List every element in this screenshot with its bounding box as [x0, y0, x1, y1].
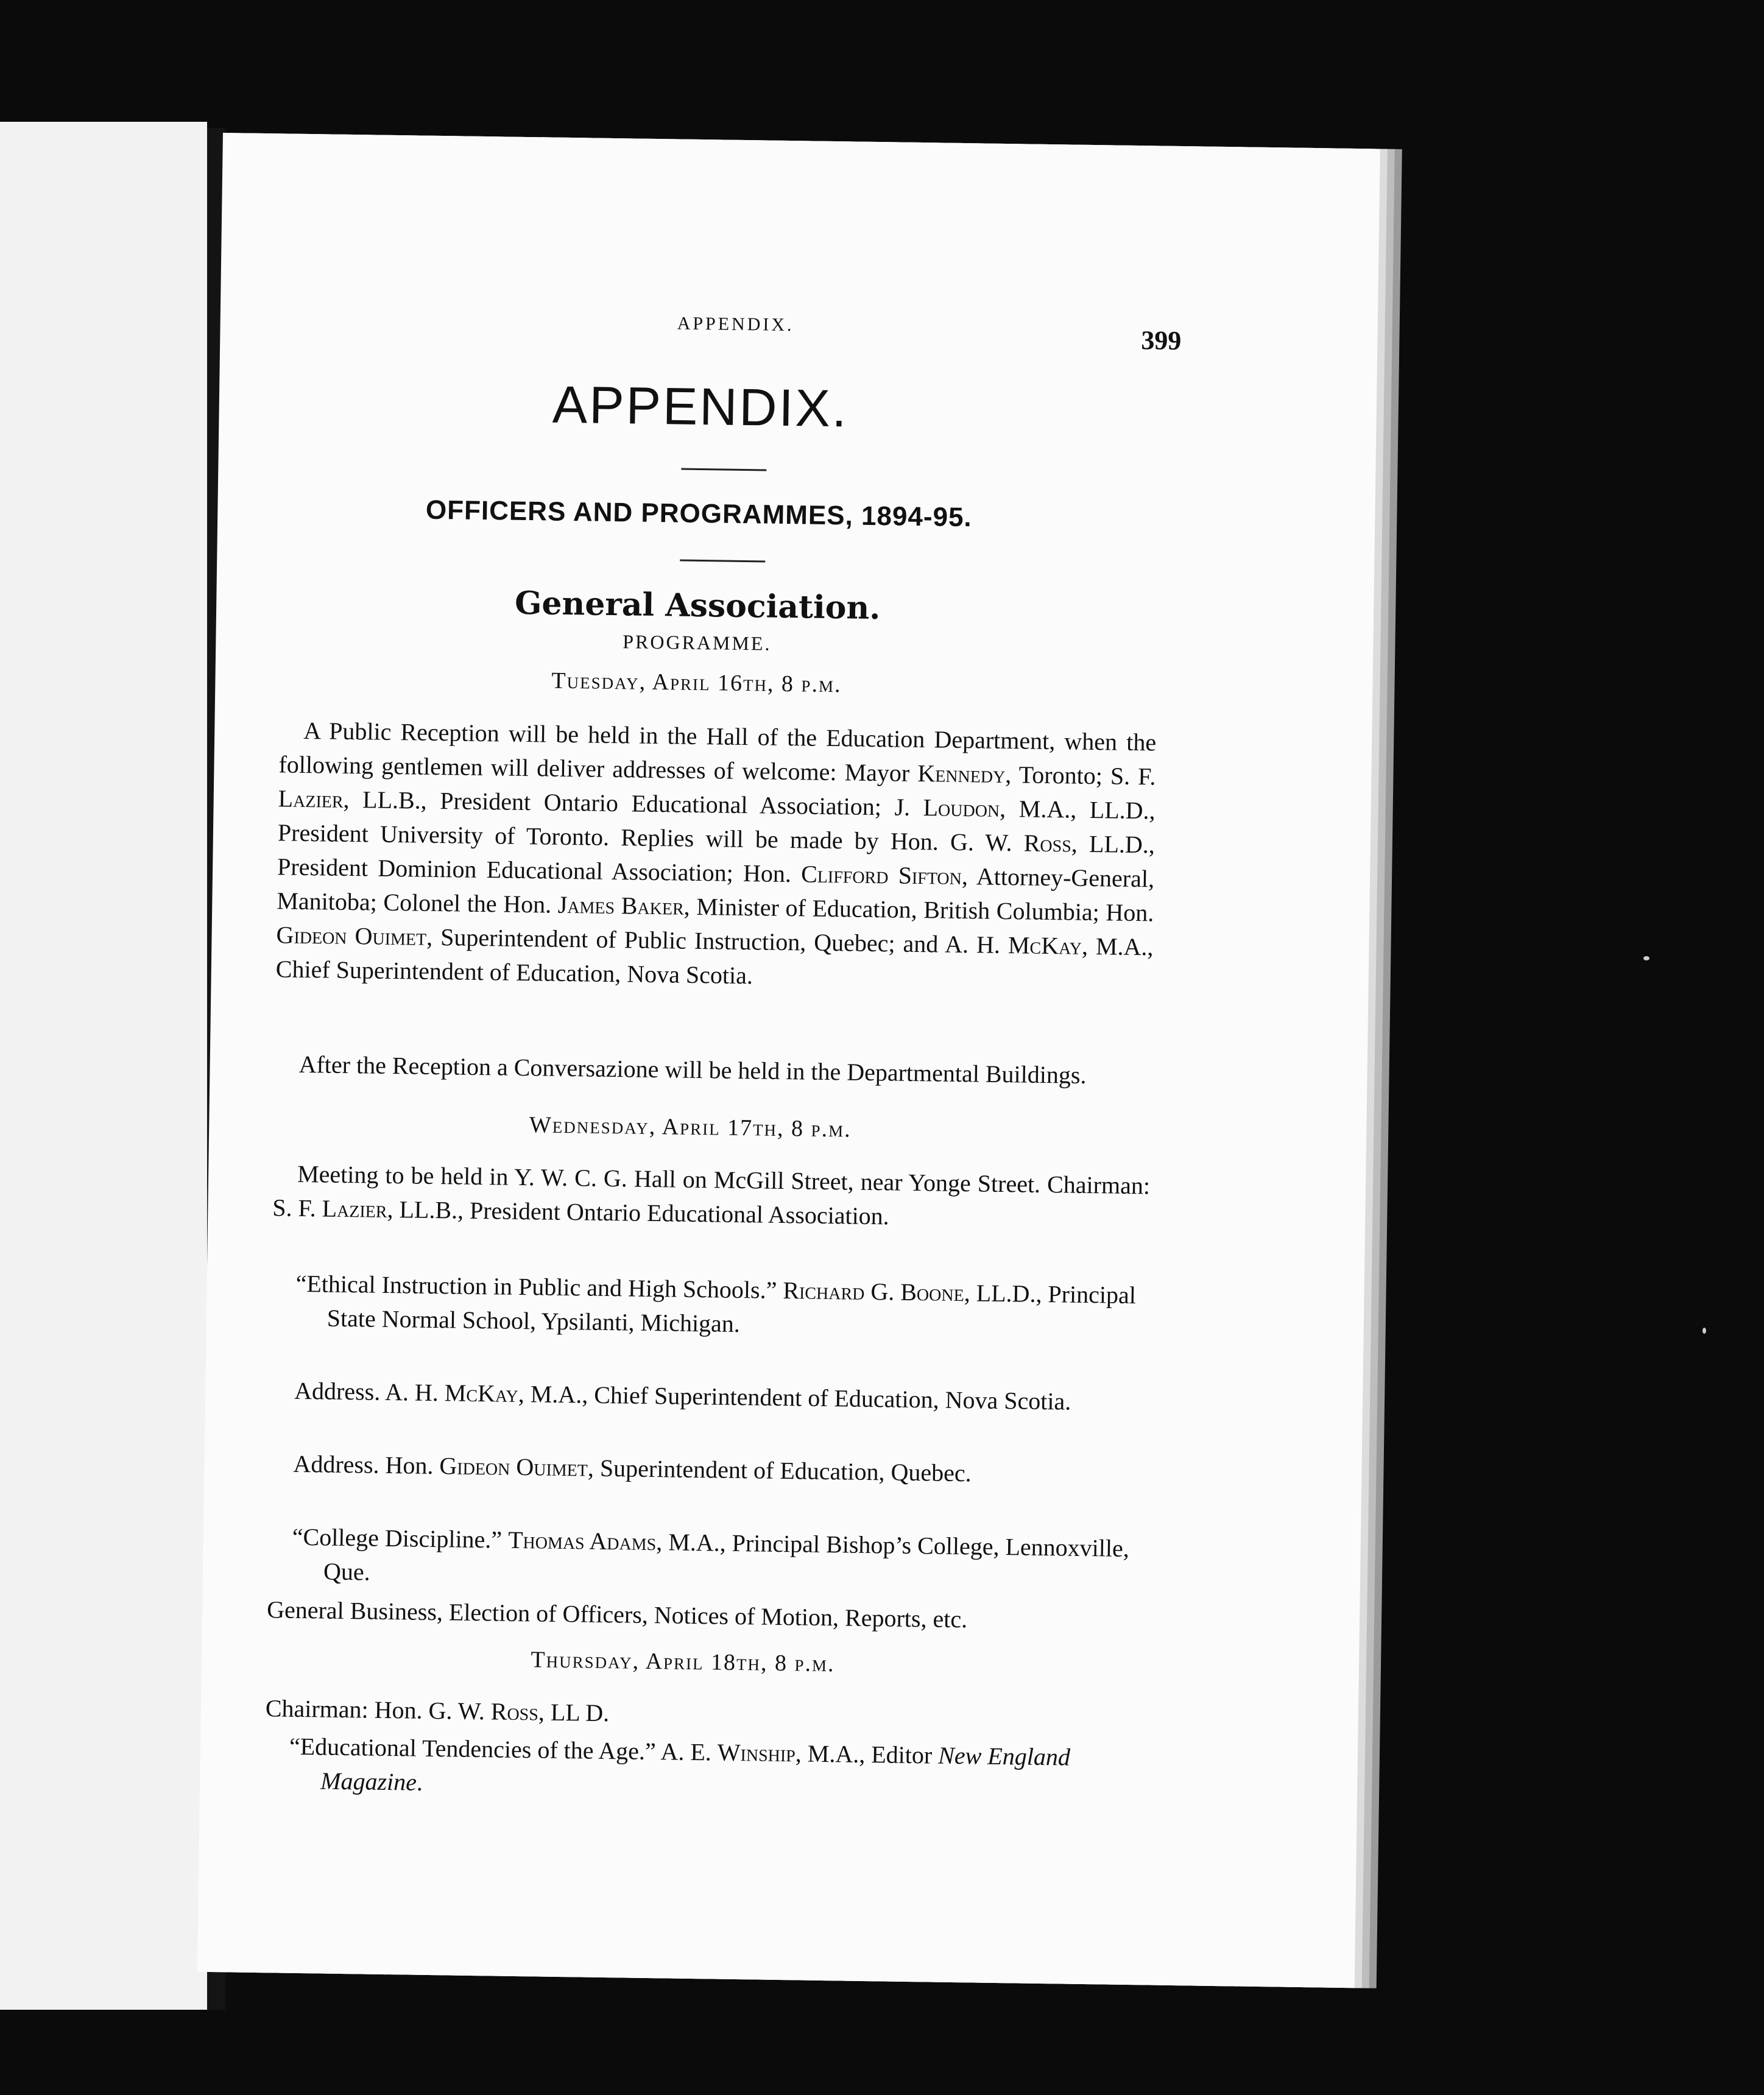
conversazione-paragraph: After the Reception a Conversazione will be held in the Departmental Buildings. — [298, 1050, 1087, 1089]
book-page — [197, 133, 1380, 1988]
programme-item: “Educational Tendencies of the Age.” A. E. Winship, M.A., Editor New England Magazine. — [289, 1732, 1071, 1796]
running-head: APPENDIX. — [677, 313, 794, 336]
programme-item: “College Discipline.” Thomas Adams, M.A., Principal Bishop’s College, Lennoxville, Que. — [292, 1523, 1130, 1586]
chairman-line: Chairman: Hon. G. W. Ross, LL D. — [265, 1694, 610, 1727]
programme-label: PROGRAMME. — [623, 630, 772, 655]
left-page-edge — [0, 122, 207, 2010]
thursday-heading: Thursday, April 18th, 8 p.m. — [531, 1647, 835, 1677]
reception-paragraph: A Public Reception will be held in the Hall of the Education Department, when the following gentlemen will deliver addresses of welcome: Mayor Kennedy, Toronto; S. F. Lazier, LL.B., President Ontario Educational Association; J. Loudon, M.A., LL.D., President University of Toronto. Replies will be made by Hon. G. W. Ross, LL.D., President Dominion Educational Association; Hon. Clifford Sifton, Attorney-General, Manitoba; Colonel the Hon. James Baker, Minister of Education, British Columbia; Hon. Gideon Ouimet, Superintendent of Public Instruction, Quebec; and A. H. McKay, M.A., Chief Superintendent of Education, Nova Scotia. — [275, 716, 1157, 990]
section-subtitle: OFFICERS AND PROGRAMMES, 1894-95. — [425, 495, 973, 533]
wednesday-heading: Wednesday, April 17th, 8 p.m. — [529, 1112, 852, 1143]
meeting-paragraph: Meeting to be held in Y. W. C. G. Hall on McGill Street, near Yonge Street. Chairman: S. F. Lazier, LL.B., President Ontario Educational Association. — [272, 1160, 1151, 1230]
programme-item: Address. A. H. McKay, M.A., Chief Superintendent of Education, Nova Scotia. — [294, 1376, 1071, 1415]
divider-rule — [681, 468, 766, 471]
dust-speck — [1702, 1328, 1706, 1334]
divider-rule — [680, 560, 765, 563]
general-business-line: General Business, Election of Officers, Notices of Motion, Reports, etc. — [266, 1596, 968, 1633]
dust-speck — [1643, 956, 1649, 960]
tuesday-heading: Tuesday, April 16th, 8 p.m. — [551, 667, 842, 698]
programme-item: “Ethical Instruction in Public and High Schools.” Richard G. Boone, LL.D., Principal State Normal School, Ypsilanti, Michigan. — [295, 1269, 1137, 1338]
association-heading: General Association. — [514, 584, 881, 627]
page-title: APPENDIX. — [552, 375, 849, 438]
page-number: 399 — [1141, 325, 1182, 356]
programme-item: Address. Hon. Gideon Ouimet, Superintendent of Education, Quebec. — [293, 1449, 972, 1487]
